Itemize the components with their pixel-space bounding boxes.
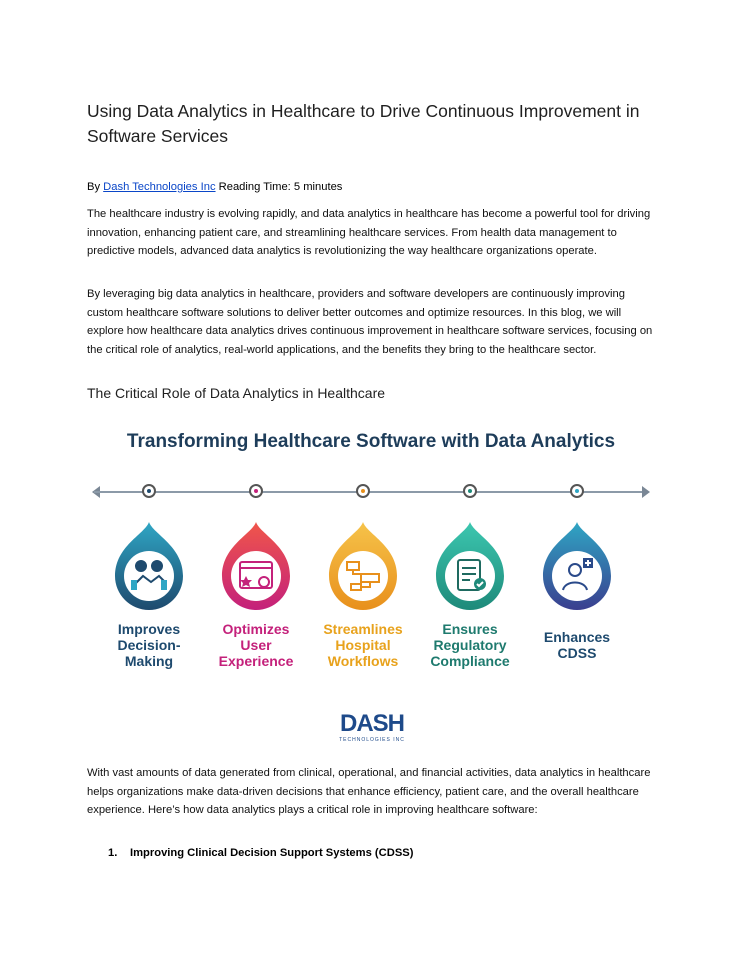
pin-handshake	[113, 520, 185, 612]
svg-text:TECHNOLOGIES INC: TECHNOLOGIES INC	[339, 737, 405, 743]
byline-prefix: By	[87, 181, 101, 193]
timeline-dot	[249, 484, 263, 498]
timeline-line	[94, 491, 646, 493]
author-link[interactable]: Dash Technologies Inc	[103, 181, 216, 193]
blog-overview-paragraph: By leveraging big data analytics in healthcare, providers and software developers are continuously improving custom healthcare software solutions to deliver better outcomes and optimize resources. In this blog, we will explore how healthcare data analytics drives continuous improvement in healthcare software services, focusing on the critical role of analytics, real-world applications, and the benefits they bring to the healthcare sector.	[87, 288, 653, 356]
reading-time: Reading Time: 5 minutes	[218, 181, 343, 193]
intro-paragraph: The healthcare industry is evolving rapidly, and data analytics in healthcare has become a powerful tool for driving innovation, enhancing patient care, and streamlining healthcare services. From health data management to predictive models, advanced data analytics is revolutionizing the way healthcare organizations operate.	[87, 208, 651, 258]
step-label-regulatory-compliance: Ensures Regulatory Compliance	[430, 621, 510, 669]
timeline-dot	[570, 484, 584, 498]
section-heading: The Critical Role of Data Analytics in Healthcare	[87, 385, 386, 401]
pin-doctor	[541, 520, 613, 612]
pin-workflow	[327, 520, 399, 612]
dash-logo	[332, 709, 412, 743]
timeline-right-arrow-icon	[642, 486, 650, 498]
timeline-dot	[142, 484, 156, 498]
timeline-dot	[463, 484, 477, 498]
list-text: Improving Clinical Decision Support Systems (CDSS)	[130, 847, 414, 859]
timeline-dot	[356, 484, 370, 498]
step-label-user-experience: Optimizes User Experience	[218, 621, 294, 669]
pin-checklist	[434, 520, 506, 612]
list-item-cdss	[108, 846, 413, 860]
analytics-role-paragraph: With vast amounts of data generated from clinical, operational, and financial activities, data analytics in healthcare helps organizations make data-driven decisions that enhance efficiency, patient care, and the overall healthcare experience. Here’s how data analytics plays a critical role in improving healthcare software:	[87, 767, 651, 817]
pin-browser	[220, 520, 292, 612]
step-label-hospital-workflows: Streamlines Hospital Workflows	[323, 621, 403, 669]
infographic-title: Transforming Healthcare Software with Data Analytics	[126, 431, 616, 452]
list-number: 1.	[108, 847, 118, 859]
byline	[87, 180, 342, 194]
step-label-cdss: Enhances CDSS	[543, 629, 611, 661]
svg-text:DASH: DASH	[339, 710, 405, 737]
infographic	[86, 425, 656, 755]
step-label-decision-making: Improves Decision- Making	[117, 621, 181, 669]
article-title: Using Data Analytics in Healthcare to Drive Continuous Improvement in Software Services	[87, 101, 640, 146]
